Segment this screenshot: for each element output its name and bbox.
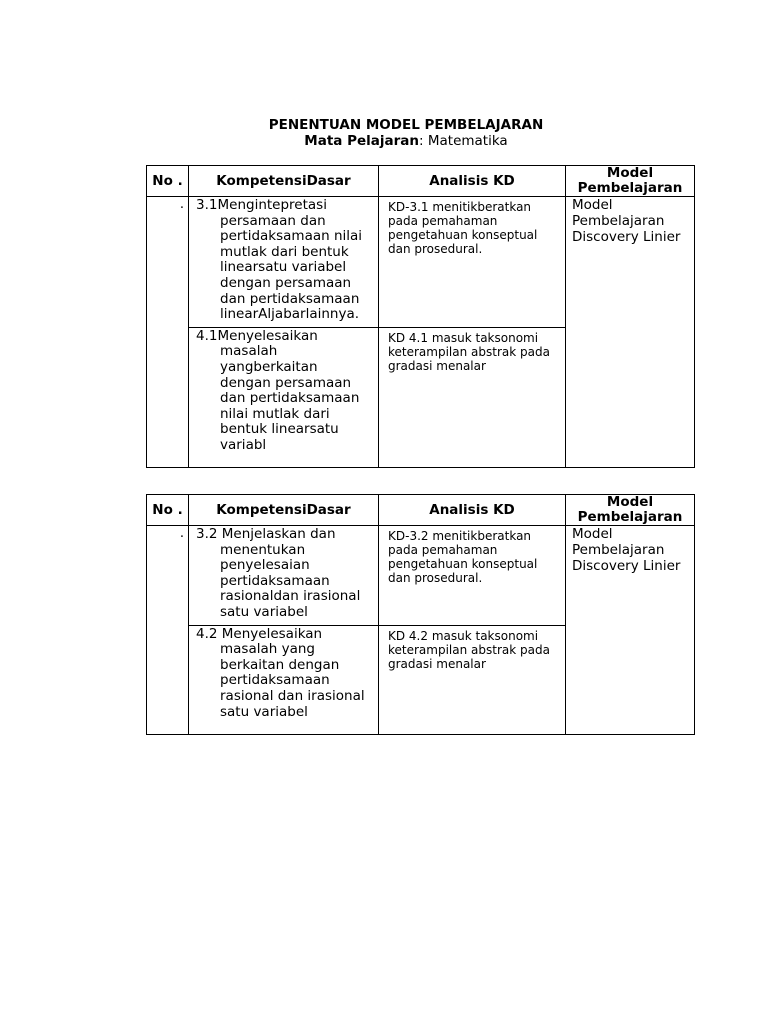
analisis-cell: KD-3.1 menitikberatkan pada pemahaman pengetahuan konseptual dan prosedural. [379,197,566,328]
subject-line [0,133,768,149]
document-title: PENENTUAN MODEL PEMBELAJARAN [268,117,544,133]
table-row [147,526,695,626]
kd-first-line: Menyelesaikan [217,327,318,344]
kd-text: masalah yang berkaitan dengan pertidaksamaan rasional dan irasional satu variabel [220,641,365,720]
header-kompetensi-dasar: KompetensiDasar [189,166,379,197]
document-title-block [0,117,768,149]
table-header-row [147,166,695,197]
row-number: . [147,526,189,735]
header-model: Model Pembelajaran [566,166,695,197]
model-cell: Model Pembelajaran Discovery Linier [566,526,695,735]
kd-text: persamaan dan pertidaksamaan nilai mutlak dari bentuk linearsatu variabel dengan persamaan dan pertidaksamaan linearAljabarlainnya. [220,212,363,323]
kd-number: 3.1 [196,197,218,213]
subject-label: Mata Pelajaran [304,133,420,149]
analisis-cell: KD 4.2 masuk taksonomi keterampilan abstrak pada gradasi menalar [379,625,566,734]
kd-number: 4.1 [196,327,218,344]
row-number: . [147,197,189,468]
kd-cell [189,197,379,328]
kd-first-line: Menjelaskan dan [217,526,336,542]
table-header-row [147,495,695,526]
kd-cell [189,327,379,467]
subject-value: : Matematika [419,133,508,149]
header-no: No . [147,495,189,526]
header-kompetensi-dasar: KompetensiDasar [189,495,379,526]
kd-text: menentukan penyelesaian pertidaksamaan rasionaldan irasional satu variabel [220,541,361,620]
kd-number: 3.2 [196,526,218,542]
analisis-cell: KD 4.1 masuk taksonomi keterampilan abstrak pada gradasi menalar [379,327,566,467]
kd-cell [189,625,379,734]
kd-first-line: Mengintepretasi [217,197,327,213]
table-row [147,197,695,328]
kd-first-line: Menyelesaikan [217,625,323,642]
header-no: No . [147,166,189,197]
model-table-1 [146,165,695,468]
kd-cell [189,526,379,626]
kd-number: 4.2 [196,625,218,642]
analisis-cell: KD-3.2 menitikberatkan pada pemahaman pengetahuan konseptual dan prosedural. [379,526,566,626]
kd-text: masalah yangberkaitan dengan persamaan dan pertidaksamaan nilai mutlak dari bentuk linearsatu variabl [220,343,360,453]
model-table-2 [146,494,695,735]
header-analisis-kd: Analisis KD [379,495,566,526]
header-analisis-kd: Analisis KD [379,166,566,197]
header-model: Model Pembelajaran [566,495,695,526]
model-cell: Model Pembelajaran Discovery Linier [566,197,695,468]
